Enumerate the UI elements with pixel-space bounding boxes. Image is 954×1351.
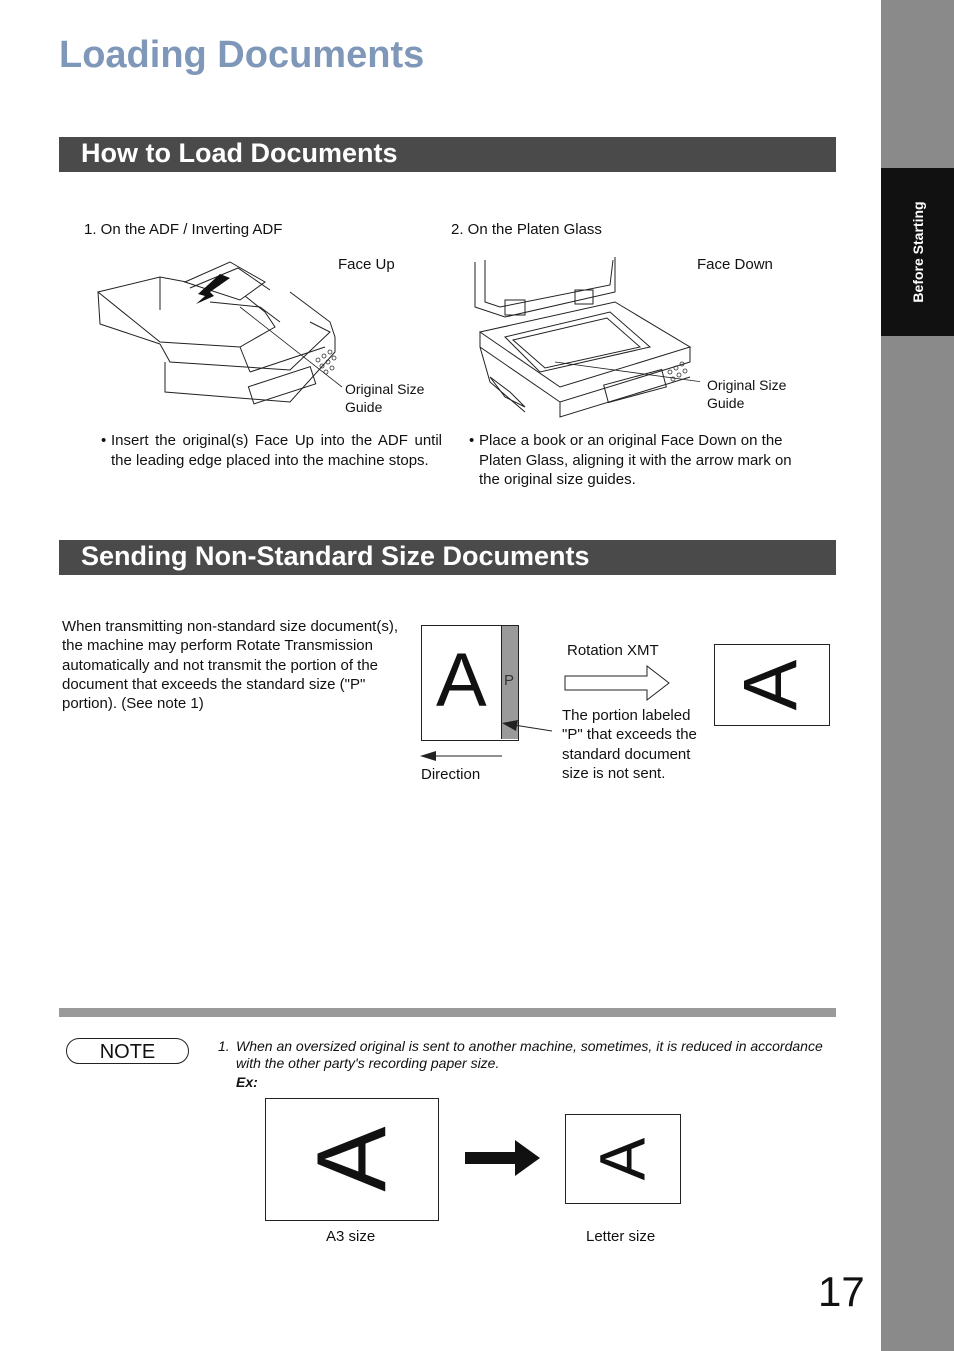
- reduction-arrow: [463, 1137, 543, 1179]
- section-heading-non-standard: Sending Non-Standard Size Documents: [59, 540, 836, 575]
- rotated-letter: A: [728, 659, 814, 710]
- direction-label: Direction: [421, 766, 481, 783]
- letter-size-label: Letter size: [586, 1228, 656, 1245]
- platen-guide-label-2: Guide: [707, 395, 745, 411]
- adf-instruction: [101, 431, 442, 470]
- portion-pointer-arrow: [500, 717, 556, 737]
- non-standard-description: When transmitting non-standard size document(s), the machine may perform Rotate Transmission automatically and not transmit the portion of the document that exceeds the standard size ("P" portion). (See note 1): [62, 618, 398, 713]
- document-letter: A: [436, 638, 487, 723]
- a3-document-box: [265, 1098, 439, 1221]
- a3-rotated-letter: A: [296, 1126, 407, 1192]
- rotation-arrow: [563, 664, 673, 702]
- face-down-label: Face Down: [697, 256, 773, 273]
- note-ex-label: Ex:: [236, 1074, 258, 1090]
- adf-guide-label-1: Original Size: [345, 381, 425, 397]
- note-divider: [59, 1008, 836, 1017]
- platen-guide-label-1: Original Size: [707, 377, 787, 393]
- adf-guide-label-2: Guide: [345, 399, 383, 415]
- a3-size-label: A3 size: [326, 1228, 376, 1245]
- note-text: When an oversized original is sent to another machine, sometimes, it is reduced in accordance with the other party's recording paper size.: [236, 1038, 823, 1071]
- side-tab: [881, 168, 954, 336]
- page-title: Loading Documents: [59, 34, 425, 76]
- platen-instruction-text: Place a book or an original Face Down on the Platen Glass, aligning it with the arrow mark on the original size guides.: [479, 432, 792, 488]
- letter-document-box: [565, 1114, 681, 1204]
- section-heading-how-to-load: How to Load Documents: [59, 137, 836, 172]
- bullet-dot: •: [101, 432, 107, 449]
- rotation-xmt-label: Rotation XMT: [567, 642, 659, 659]
- platen-instruction: [469, 431, 812, 490]
- p-portion-label: P: [504, 672, 515, 689]
- platen-heading: 2. On the Platen Glass: [451, 221, 602, 238]
- letter-rotated-letter: A: [586, 1137, 659, 1180]
- note-number: 1.: [218, 1038, 230, 1054]
- portion-note: The portion labeled "P" that exceeds the standard document size is not sent.: [562, 707, 697, 782]
- note-badge: NOTE: [66, 1038, 189, 1064]
- adf-heading: 1. On the ADF / Inverting ADF: [84, 221, 283, 238]
- bullet-dot: •: [469, 432, 475, 449]
- rotated-document-box: [714, 644, 830, 726]
- page-number: 17: [818, 1268, 865, 1315]
- platen-glass-illustration: [465, 252, 700, 422]
- adf-instruction-text: Insert the original(s) Face Up into the ADF until the leading edge placed into the machine stops.: [111, 432, 442, 469]
- face-up-label: Face Up: [338, 256, 395, 273]
- adf-illustration: [90, 252, 350, 412]
- direction-arrow: [418, 748, 508, 764]
- side-tab-label: Before Starting: [909, 201, 926, 303]
